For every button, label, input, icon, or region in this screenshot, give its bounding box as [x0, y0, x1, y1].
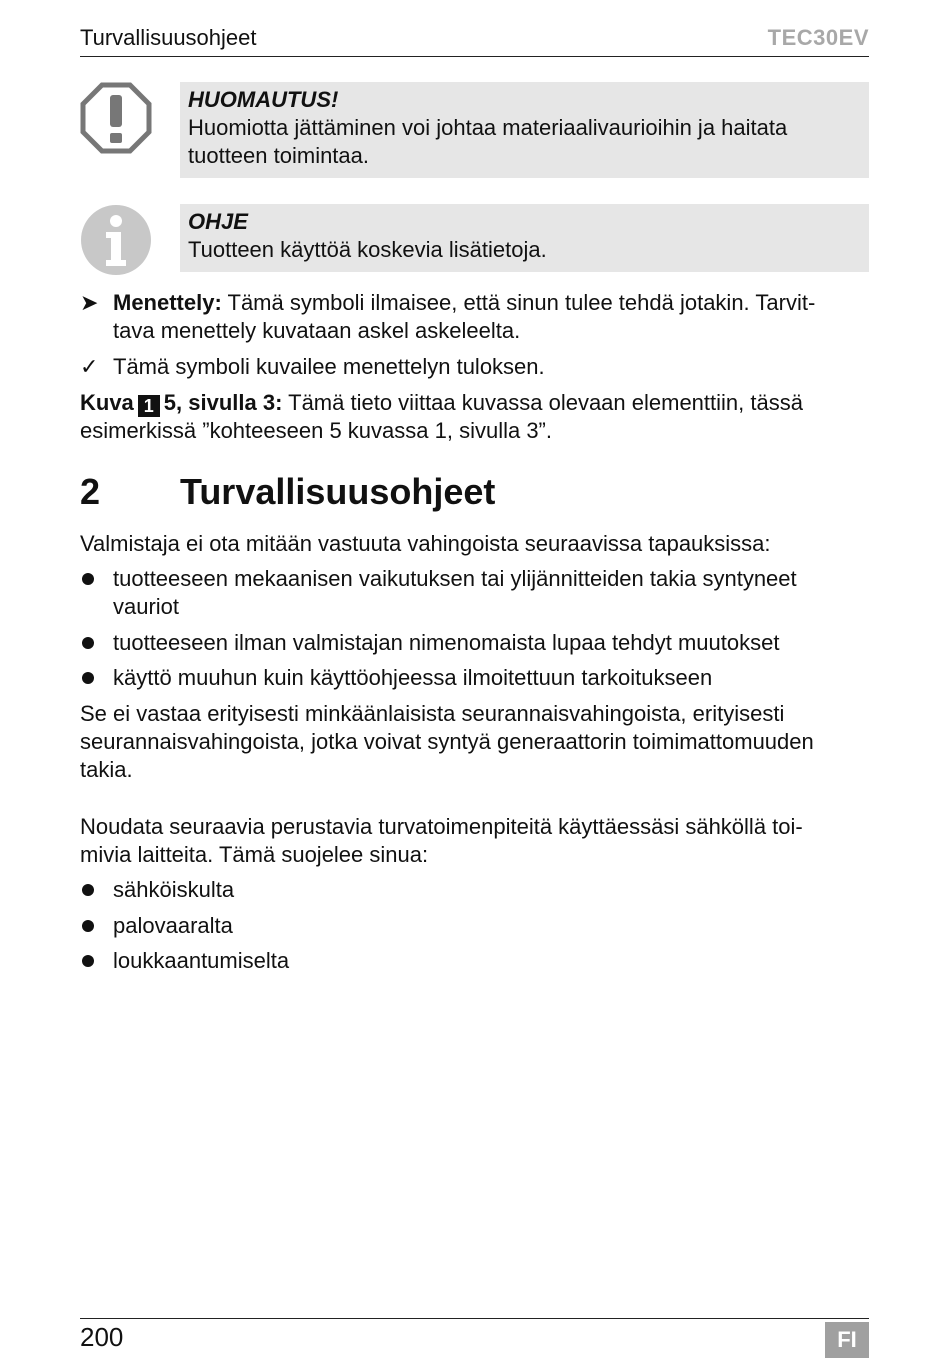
info-line-1: Tuotteen käyttöä koskevia lisätietoja.: [188, 237, 547, 262]
consequential-line-3: takia.: [80, 757, 133, 782]
safety-intro-line-2: mivia laitteita. Tämä suojelee sinua:: [80, 842, 429, 867]
safety-intro-line-1: Noudata seuraavia perustavia turvatoimenpiteitä käyttäessäsi sähköllä toi-: [80, 814, 803, 839]
octagon-exclamation-icon: [80, 82, 152, 154]
caution-line-1: Huomiotta jättäminen voi johtaa materiaalivaurioihin ja haitata: [188, 115, 788, 140]
procedure-line-1: [113, 289, 869, 317]
page-number: 200: [80, 1322, 124, 1352]
header-section-title: Turvallisuusohjeet: [80, 25, 257, 50]
caution-box: [180, 82, 869, 178]
figure-ref-line-1: [80, 389, 869, 417]
figure-ref-label-b: 5, sivulla 3:: [163, 390, 283, 415]
procedure-label: Menettely:: [113, 290, 222, 315]
liability-item-1-line-2: vauriot: [113, 594, 180, 619]
procedure-text-1: Tämä symboli ilmaisee, että sinun tulee tehdä jotakin. Tarvit-: [221, 290, 816, 315]
bullet-dot-icon: [82, 920, 94, 932]
protect-item-3: loukkaantumiselta: [113, 948, 290, 973]
bullet-dot-icon: [82, 955, 94, 967]
section-number: 2: [80, 471, 101, 512]
footer-divider: [80, 1318, 869, 1319]
bullet-dot-icon: [82, 573, 94, 585]
bullet-dot-icon: [82, 672, 94, 684]
result-text: Tämä symboli kuvailee menettelyn tuloksen.: [113, 354, 545, 379]
figure-ref-label-a: Kuva: [80, 390, 134, 415]
procedure-line-2: tava menettely kuvataan askel askeleelta.: [113, 318, 521, 343]
liability-item-2: tuotteeseen ilman valmistajan nimenomaista lupaa tehdyt muutokset: [113, 630, 780, 655]
caution-title: HUOMAUTUS!: [188, 87, 339, 112]
liability-item-1-line-1: tuotteeseen mekaanisen vaikutuksen tai ylijännitteiden takia syntyneet: [113, 566, 797, 591]
info-box: [180, 204, 869, 272]
info-circle-icon: [80, 204, 152, 276]
header-model: TEC30EV: [767, 25, 869, 50]
figure-ref-line-2: esimerkissä ”kohteeseen 5 kuvassa 1, sivulla 3”.: [80, 418, 552, 443]
section-title: Turvallisuusohjeet: [180, 471, 496, 512]
bullet-dot-icon: [82, 637, 94, 649]
figure-number-badge: 1: [138, 395, 160, 417]
checkmark-icon: ✓: [80, 354, 99, 379]
protect-item-1: sähköiskulta: [113, 877, 235, 902]
protect-item-2: palovaaralta: [113, 913, 233, 938]
liability-item-3: käyttö muuhun kuin käyttöohjeessa ilmoitettuun tarkoitukseen: [113, 665, 713, 690]
info-notice: [80, 204, 869, 272]
consequential-line-1: Se ei vastaa erityisesti minkäänlaisista seurannaisvahingoista, erityisesti: [80, 701, 785, 726]
caution-notice: [80, 82, 869, 178]
liability-intro: Valmistaja ei ota mitään vastuuta vahingoista seuraavissa tapauksissa:: [80, 531, 771, 556]
arrow-icon: ➤: [80, 290, 99, 315]
figure-ref-text-1: Tämä tieto viittaa kuvassa olevaan elementtiin, tässä: [282, 390, 803, 415]
info-title: OHJE: [188, 209, 248, 234]
caution-line-2: tuotteen toimintaa.: [188, 143, 370, 168]
language-badge: FI: [825, 1322, 869, 1358]
consequential-line-2: seurannaisvahingoista, jotka voivat syntyä generaattorin toimimattomuuden: [80, 729, 814, 754]
bullet-dot-icon: [82, 884, 94, 896]
page-header: [80, 24, 869, 57]
